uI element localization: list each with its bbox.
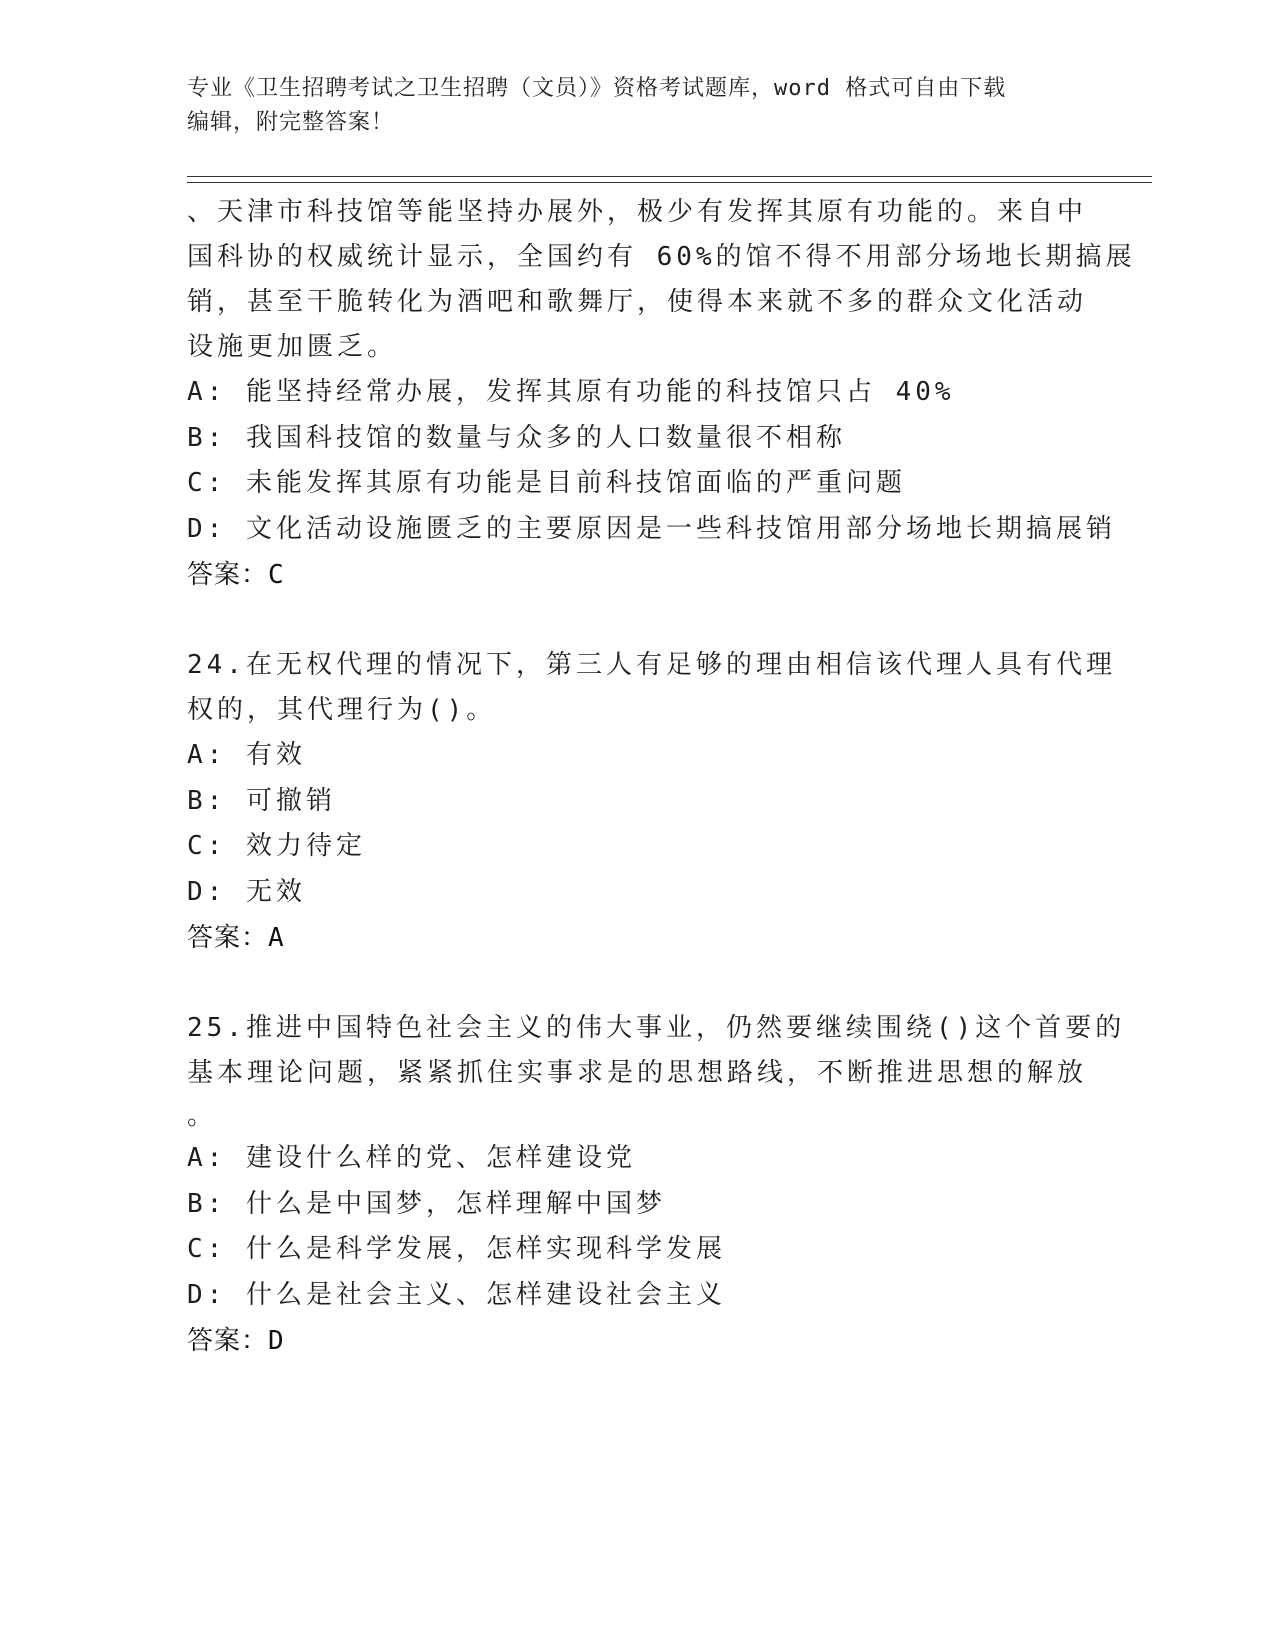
- question-spacer: [187, 961, 1147, 1006]
- option-c: C: 未能发挥其原有功能是目前科技馆面临的严重问题: [187, 468, 906, 498]
- option-d: D: 无效: [187, 876, 306, 907]
- option-a: A: 能坚持经常办展，发挥其原有功能的科技馆只占 40%: [187, 377, 955, 407]
- option-c: C: 效力待定: [187, 831, 366, 861]
- header-line-2: 编辑，附完整答案！: [187, 110, 395, 135]
- option-c: C: 什么是科学发展，怎样实现科学发展: [187, 1234, 726, 1264]
- answer-label: 答案：: [187, 560, 269, 590]
- header-line-1: 专业《卫生招聘考试之卫生招聘（文员）》资格考试题库，word 格式可自由下载: [187, 76, 1007, 101]
- question-content: [187, 190, 1147, 1364]
- answer-value: C: [268, 560, 285, 590]
- question-stem-line: 、天津市科技馆等能坚持办展外，极少有发挥其原有功能的。来自中: [187, 197, 1088, 227]
- option-d: D: 文化活动设施匮乏的主要原因是一些科技馆用部分场地长期搞展销: [187, 513, 1116, 544]
- document-header: [187, 72, 1087, 140]
- question-stem-line: 25.推进中国特色社会主义的伟大事业，仍然要继续围绕()这个首要的: [187, 1013, 1126, 1043]
- header-divider-bottom: [187, 182, 1152, 183]
- answer-line: [187, 1318, 1147, 1364]
- answer-label: 答案：: [187, 1326, 269, 1356]
- option-b: B: 可撤销: [187, 785, 336, 816]
- question-24: [187, 643, 1147, 961]
- answer-line: [187, 915, 1147, 961]
- question-stem-line: 权的，其代理行为()。: [187, 695, 497, 725]
- answer-value: D: [268, 1326, 285, 1356]
- option-a: A: 建设什么样的党、怎样建设党: [187, 1143, 636, 1173]
- option-b: B: 我国科技馆的数量与众多的人口数量很不相称: [187, 422, 846, 453]
- question-stem-line: 。: [187, 1101, 218, 1131]
- answer-label: 答案：: [187, 923, 269, 953]
- question-stem-line: 基本理论问题，紧紧抓住实事求是的思想路线，不断推进思想的解放: [187, 1058, 1088, 1088]
- header-divider-top: [187, 176, 1152, 177]
- option-a: A: 有效: [187, 740, 306, 770]
- question-stem-line: 设施更加匮乏。: [187, 332, 398, 362]
- question-stem-line: 24.在无权代理的情况下，第三人有足够的理由相信该代理人具有代理: [187, 650, 1116, 680]
- option-d: D: 什么是社会主义、怎样建设社会主义: [187, 1279, 726, 1310]
- question-23: [187, 190, 1147, 598]
- question-spacer: [187, 598, 1147, 643]
- question-stem-line: 销，甚至干脆转化为酒吧和歌舞厅，使得本来就不多的群众文化活动: [187, 287, 1088, 317]
- question-stem-line: 国科协的权威统计显示，全国约有 60%的馆不得不用部分场地长期搞展: [187, 242, 1136, 272]
- answer-value: A: [268, 923, 285, 953]
- question-25: [187, 1006, 1147, 1364]
- answer-line: [187, 552, 1147, 598]
- option-b: B: 什么是中国梦，怎样理解中国梦: [187, 1188, 666, 1219]
